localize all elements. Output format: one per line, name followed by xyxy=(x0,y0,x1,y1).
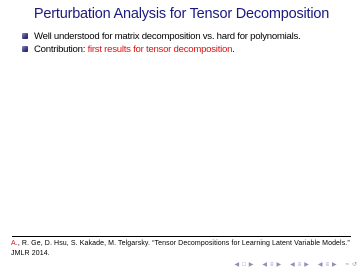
bullet-marker-icon xyxy=(22,33,28,39)
nav-left-arrow[interactable]: ◀ xyxy=(262,262,267,268)
nav-right-arrow[interactable]: ▶ xyxy=(304,262,309,268)
bullet-item xyxy=(22,30,357,43)
bullet-prefix: Contribution: xyxy=(34,44,88,55)
bullet-suffix: . xyxy=(232,44,235,55)
bullet-marker-icon xyxy=(22,46,28,52)
nav-search-icon[interactable]: ↺ xyxy=(351,262,357,268)
nav-align-icon[interactable]: ≈ xyxy=(345,262,349,268)
beamer-navigation-bar xyxy=(235,262,358,269)
nav-right-arrow[interactable]: ▶ xyxy=(248,262,254,268)
bullet-emphasis: first results for tensor decomposition xyxy=(87,44,233,55)
nav-subsection-icon[interactable]: ≡ xyxy=(270,262,274,268)
bullet-text: Well understood for matrix decomposition vs. hard for polynomials. xyxy=(34,31,301,42)
bullet-item xyxy=(22,43,357,56)
nav-left-arrow[interactable]: ◀ xyxy=(290,262,295,268)
footnote-marker: A. xyxy=(11,240,18,247)
nav-left-arrow[interactable]: ◀ xyxy=(234,262,240,268)
footnote xyxy=(11,239,356,259)
nav-slide-icon[interactable]: ≡ xyxy=(325,262,330,268)
nav-frame-icon[interactable]: □ xyxy=(242,262,246,268)
bullet-list xyxy=(22,30,357,56)
nav-right-arrow[interactable]: ▶ xyxy=(276,262,282,268)
footnote-divider xyxy=(12,236,351,237)
nav-left-arrow[interactable]: ◀ xyxy=(317,262,323,268)
footnote-text: , R. Ge, D. Hsu, S. Kakade, M. Telgarsky. “Tensor Decompositions for Learning Latent Variable Models.” JMLR 2014. xyxy=(11,240,350,257)
nav-section-icon[interactable]: ≡ xyxy=(297,262,302,268)
nav-right-arrow[interactable]: ▶ xyxy=(332,262,337,268)
slide-title: Perturbation Analysis for Tensor Decomposition xyxy=(33,6,330,22)
